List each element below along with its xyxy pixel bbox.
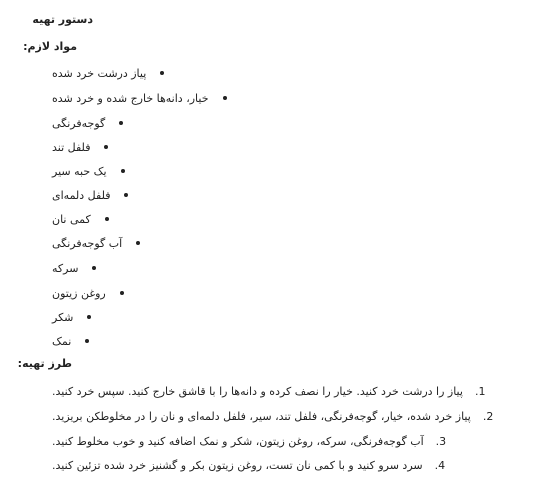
step-text: آب گوجه‌فرنگی، سرکه، روغن زیتون، شکر و نمک اضافه کنید و خوب مخلوط کنید.	[52, 434, 424, 448]
bullet-icon	[85, 339, 89, 343]
bullet-icon	[223, 96, 227, 100]
list-item	[52, 260, 96, 276]
ingredient-label: آب گوجه‌فرنگی	[52, 236, 123, 250]
bullet-icon	[124, 193, 128, 197]
step-number: .2	[482, 409, 494, 423]
list-item	[52, 309, 91, 325]
step-item	[52, 383, 485, 399]
ingredient-label: یک حبه سیر	[52, 164, 107, 178]
ingredient-label: پیاز درشت خرد شده	[52, 66, 147, 80]
list-item	[52, 187, 128, 203]
method-heading: طرز تهیه:	[17, 357, 72, 370]
bullet-icon	[160, 71, 164, 75]
ingredient-label: شکر	[52, 310, 74, 324]
bullet-icon	[87, 315, 91, 319]
bullet-icon	[104, 145, 108, 149]
list-item	[52, 90, 227, 106]
bullet-icon	[105, 217, 109, 221]
recipe-title: دستور تهیه	[32, 13, 93, 26]
ingredient-label: خیار، دانه‌ها خارج شده و خرد شده	[52, 91, 209, 105]
list-item	[52, 285, 124, 301]
bullet-icon	[121, 169, 125, 173]
ingredient-label: سرکه	[52, 261, 79, 275]
bullet-icon	[120, 291, 124, 295]
bullet-icon	[92, 266, 96, 270]
bullet-icon	[136, 241, 140, 245]
list-item	[52, 65, 164, 81]
ingredient-label: گوجه‌فرنگی	[52, 116, 106, 130]
list-item	[52, 139, 108, 155]
ingredient-label: کمی نان	[52, 212, 91, 226]
ingredient-label: فلفل تند	[52, 140, 91, 154]
step-text: پیاز را درشت خرد کنید. خیار را نصف کرده و دانه‌ها را با قاشق خارج کنید. سپس خرد کنید.	[52, 384, 463, 398]
step-item	[52, 408, 493, 424]
list-item	[52, 163, 125, 179]
ingredients-heading: مواد لازم:	[23, 40, 77, 53]
step-text: سرد سرو کنید و با کمی نان تست، روغن زیتون بکر و گشنیز خرد شده تزئین کنید.	[52, 458, 423, 472]
step-item	[52, 457, 445, 473]
step-number: .4	[434, 458, 446, 472]
step-item	[52, 433, 446, 449]
ingredient-label: روغن زیتون	[52, 286, 106, 300]
step-number: .1	[474, 384, 486, 398]
bullet-icon	[119, 121, 123, 125]
ingredient-label: نمک	[52, 334, 72, 348]
list-item	[52, 211, 109, 227]
step-text: پیاز خرد شده، خیار، گوجه‌فرنگی، فلفل تند، سیر، فلفل دلمه‌ای و نان را در مخلوطکن بریزید.	[52, 409, 471, 423]
step-number: .3	[435, 434, 447, 448]
list-item	[52, 235, 140, 251]
list-item	[52, 333, 89, 349]
list-item	[52, 115, 123, 131]
ingredient-label: فلفل دلمه‌ای	[52, 188, 111, 202]
